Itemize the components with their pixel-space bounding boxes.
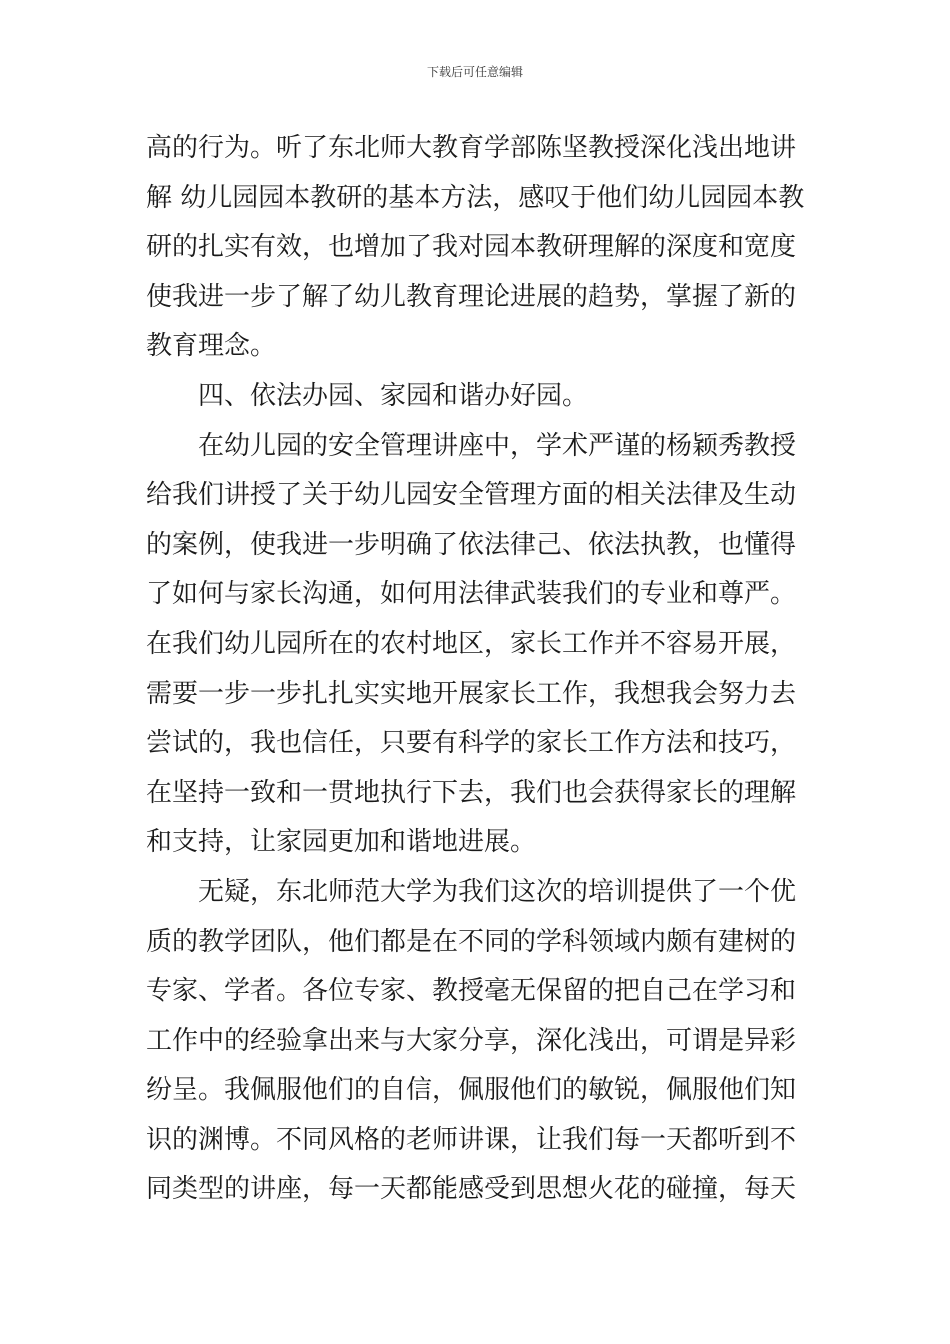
text-line: 在幼儿园的安全管理讲座中，学术严谨的杨颖秀教授 [198, 430, 797, 461]
text-line: 专家、学者。各位专家、教授毫无保留的把自己在学习和 [146, 976, 797, 1007]
text-line: 在我们幼儿园所在的农村地区，家长工作并不容易开展， [146, 628, 797, 659]
text-line: 工作中的经验拿出来与大家分享，深化浅出，可谓是异彩 [146, 1025, 797, 1056]
text-line: 同类型的讲座，每一天都能感受到思想火花的碰撞，每天 [146, 1174, 797, 1205]
text-line: 识的渊博。不同风格的老师讲课，让我们每一天都听到不 [146, 1124, 797, 1155]
text-line: 质的教学团队，他们都是在不同的学科领域内颇有建树的 [146, 926, 797, 957]
text-line: 使我进一步了解了幼儿教育理论进展的趋势，掌握了新的 [146, 281, 797, 312]
text-line: 教育理念。 [146, 331, 277, 362]
text-line: 高的行为。听了东北师大教育学部陈坚教授深化浅出地讲 [146, 133, 797, 163]
document-body [146, 124, 806, 1215]
text-line: 无疑，东北师范大学为我们这次的培训提供了一个优 [198, 876, 797, 907]
text-line: 的案例，使我进一步明确了依法律己、依法执教，也懂得 [146, 529, 797, 560]
text-line: 在坚持一致和一贯地执行下去，我们也会获得家长的理解 [146, 777, 797, 808]
text-line: 纷呈。我佩服他们的自信，佩服他们的敏锐，佩服他们知 [146, 1075, 797, 1106]
page-header-note: 下载后可任意编辑 [426, 65, 523, 79]
text-line: 给我们讲授了关于幼儿园安全管理方面的相关法律及生动 [146, 480, 797, 511]
text-line: 四、依法办园、家园和谐办好园。 [198, 380, 589, 411]
text-line: 了如何与家长沟通，如何用法律武装我们的专业和尊严。 [146, 579, 797, 610]
text-line: 尝试的，我也信任，只要有科学的家长工作方法和技巧， [146, 728, 797, 759]
text-line: 解 幼儿园园本教研的基本方法，感叹于他们幼儿园园本教 [146, 182, 805, 213]
text-line: 研的扎实有效，也增加了我对园本教研理解的深度和宽度 [146, 232, 797, 263]
text-line: 需要一步一步扎扎实实地开展家长工作，我想我会努力去 [146, 678, 797, 709]
text-line: 和支持，让家园更加和谐地进展。 [146, 827, 537, 858]
